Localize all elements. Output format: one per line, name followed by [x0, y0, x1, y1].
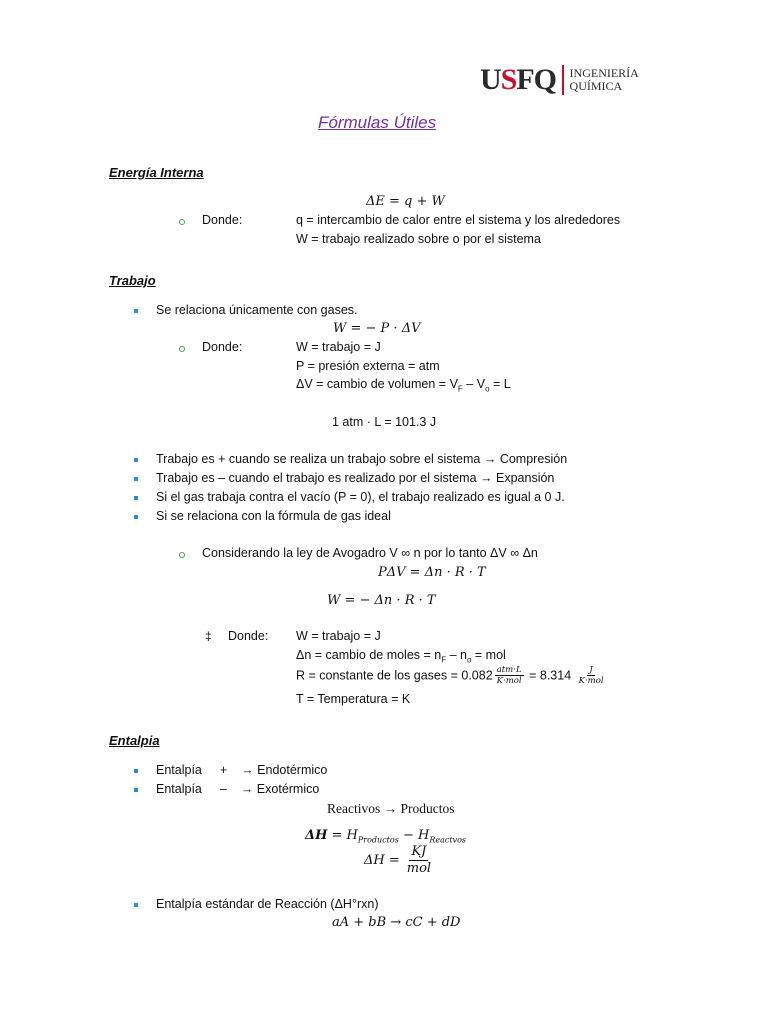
- bullet-square-icon: [134, 477, 138, 481]
- bullet-square-icon: [134, 309, 138, 313]
- reaction-text: Reactivos → Productos: [327, 801, 455, 816]
- bullet-square-icon: [134, 458, 138, 462]
- donde-label: Donde:: [202, 213, 243, 227]
- section-heading-energia: Energía Interna: [109, 165, 204, 180]
- bullet-square-icon: [134, 769, 138, 773]
- trabajo-bullet-positive: Trabajo es + cuando se realiza un trabajo sobre el sistema → Compresión: [156, 452, 568, 466]
- def-q: q = intercambio de calor entre el sistema y los alrededores: [296, 213, 621, 227]
- conversion-atm-l: 1 atm · L = 101.3 J: [332, 415, 437, 429]
- def2-t: T = Temperatura = K: [296, 692, 411, 706]
- entalpia-exo: Entalpía – → Exotérmico: [156, 782, 320, 796]
- equation-pdv: PΔV = Δn · R · T: [378, 565, 486, 580]
- usfq-logo: [480, 64, 639, 96]
- def2-r: R = constante de los gases = 0.082 $\frac{\text{atm·L}}{\text{K·mol}}$ = 8.314 $\frac{J}{\text{K·mol}}$: [296, 665, 604, 686]
- def2-n: Δn = cambio de moles = $n_F - n_o$ = mol: [296, 648, 506, 665]
- bullet-circle-icon: [179, 346, 185, 352]
- entalpia-estandar: Entalpía estándar de Reacción (ΔH°rxn): [156, 897, 379, 911]
- trabajo-bullet-gas-ideal: Si se relaciona con la fórmula de gas ideal: [156, 509, 391, 523]
- entalpia-endo: Entalpía + → Endotérmico: [156, 763, 328, 777]
- trabajo-bullet-negative: Trabajo es – cuando el trabajo es realizado por el sistema → Expansión: [156, 471, 555, 485]
- donde-label: Donde:: [202, 340, 243, 354]
- bullet-circle-icon: [179, 219, 185, 225]
- equation-energia: ΔE = q + W: [366, 194, 445, 209]
- equation-delta-h: $\Delta H = H_{Productos} - H_{Reactvos}$: [305, 828, 466, 845]
- equation-units: ΔH = $\frac{KJ}{\text{mol}}$: [364, 844, 432, 876]
- fraction-kj-mol: $\frac{KJ}{\text{mol}}$: [406, 844, 432, 876]
- bullet-circle-icon: [179, 552, 185, 558]
- equation-trabajo: W = − P · ΔV: [333, 321, 421, 336]
- equation-w-dn: W = − Δn · R · T: [327, 593, 436, 608]
- bullet-square-icon: [134, 515, 138, 519]
- fraction-atm-l: $\frac{\text{atm·L}}{\text{K·mol}}$: [496, 665, 522, 686]
- page-title: Fórmulas Útiles: [318, 113, 437, 132]
- trabajo-bullet-gases: Se relaciona únicamente con gases.: [156, 303, 358, 317]
- def-trabajo-w: W = trabajo = J: [296, 340, 381, 354]
- donde-label: Donde:: [228, 629, 269, 643]
- bullet-dagger-icon: ‡: [205, 629, 212, 643]
- def2-w: W = trabajo = J: [296, 629, 381, 643]
- bullet-square-icon: [134, 788, 138, 792]
- bullet-square-icon: [134, 903, 138, 907]
- logo-text: INGENIERÍA QUÍMICA: [569, 66, 639, 93]
- def-w: W = trabajo realizado sobre o por el sistema: [296, 232, 541, 246]
- section-heading-trabajo: Trabajo: [109, 273, 156, 288]
- trabajo-bullet-vacio: Si el gas trabaja contra el vacío (P = 0), el trabajo realizado es igual a 0 J.: [156, 490, 565, 504]
- equation-reaction: aA + bB → cC + dD: [332, 915, 461, 930]
- logo-letters: USFQ: [480, 63, 557, 96]
- bullet-square-icon: [134, 496, 138, 500]
- section-heading-entalpia: Entalpia: [109, 733, 160, 748]
- fraction-j: $\frac{J}{\text{K·mol}}$: [578, 665, 604, 686]
- logo-divider: [562, 65, 564, 95]
- avogadro-text: Considerando la ley de Avogadro V ∞ n por lo tanto ΔV ∞ Δn: [202, 546, 538, 560]
- def-trabajo-dv: ΔV = cambio de volumen = $V_F - V_o = L$: [296, 377, 511, 394]
- def-trabajo-p: P = presión externa = atm: [296, 359, 440, 373]
